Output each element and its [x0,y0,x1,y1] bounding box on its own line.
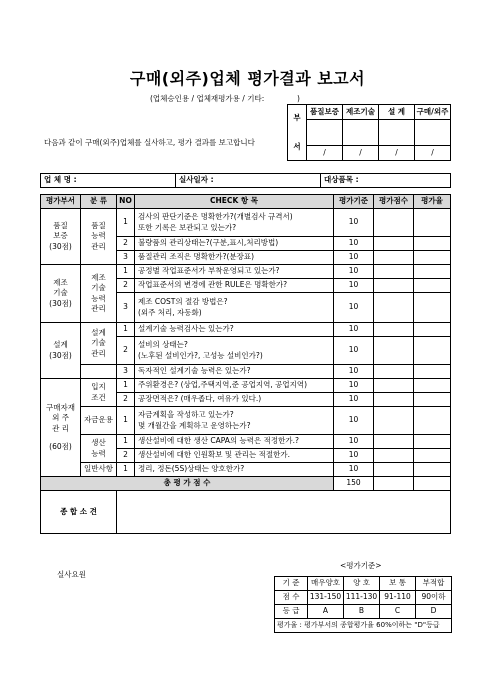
check-item [135,337,334,365]
standard-score: 10 [334,449,374,463]
standard-score: 10 [334,279,374,293]
grade-cell: 111-130 [344,591,380,605]
col-header-check: CHECK 항 목 [135,195,334,209]
check-item: 생산설비에 대한 인원확보 및 관리는 적절한가. [135,449,334,463]
score-input[interactable] [374,265,414,279]
table-row [41,435,451,449]
target-item-label: 대상품목 : [324,175,359,185]
sign-date-design[interactable]: / [379,146,415,161]
category-cell: 일반사항 [81,463,117,477]
report-purpose [150,93,300,104]
report-purpose-text: (업체승인용 / 업체재평가용 / 기타: [150,94,265,103]
rate-input[interactable] [414,279,451,293]
grade-row [275,591,452,605]
dept-label: 품질 [53,221,68,231]
col-header-dept: 평가부서 [41,195,81,209]
grade-cell: D [416,605,452,619]
grade-cell: A [308,605,344,619]
check-item: 품질관리 조직은 명확한가?(분장표) [135,251,334,265]
rate-input[interactable] [414,209,451,237]
item-no: 2 [117,449,135,463]
category-cell [81,265,117,323]
col-header-rate: 평가율 [414,195,451,209]
score-input[interactable] [374,237,414,251]
dept-cell-design [41,323,81,379]
score-input[interactable] [374,463,414,477]
score-input[interactable] [374,209,414,237]
item-no: 1 [117,435,135,449]
item-no: 3 [117,365,135,379]
sign-box-qa[interactable] [307,120,343,146]
col-header-standard: 평가기준 [334,195,374,209]
check-item: 공장면적은? (매우좁다, 여유가 있다.) [135,393,334,407]
approval-col-mfg: 제조기술 [343,105,379,120]
target-item-field[interactable] [321,174,451,188]
col-header-score: 평가점수 [374,195,414,209]
check-item: 공정별 작업표준서가 부착운영되고 있는가? [135,265,334,279]
score-input[interactable] [374,279,414,293]
sign-date-qa[interactable]: / [307,146,343,161]
standard-score: 10 [334,463,374,477]
sign-date-purchase[interactable]: / [415,146,451,161]
item-no: 3 [117,251,135,265]
category-label: 능력 [91,231,106,241]
company-field[interactable] [41,174,176,188]
check-item [135,407,334,435]
check-item [135,209,334,237]
check-item: 정리, 정돈(5S)상태는 양호한가? [135,463,334,477]
score-input[interactable] [374,251,414,265]
check-item: 독자적인 설계기술 능력은 있는가? [135,365,334,379]
category-label: 조건 [91,392,106,402]
category-label: 품질 [91,221,106,231]
rate-input[interactable] [414,463,451,477]
approval-dept-label [288,105,307,161]
category-label: 기술 [91,338,106,348]
standard-score: 10 [334,209,374,237]
standard-score: 10 [334,379,374,393]
rate-input[interactable] [414,393,451,407]
rate-input[interactable] [414,449,451,463]
category-label: 입지 [91,382,106,392]
col-header-category: 분 류 [81,195,117,209]
info-row [40,173,451,188]
sign-date-mfg[interactable]: / [343,146,379,161]
grade-note-row [275,619,452,633]
grade-note: 평가율 : 평가부서의 종합평가율 60%이하는 "D"등급 [275,619,452,633]
check-item: 설계기술 능력검사는 있는가? [135,323,334,337]
sign-box-mfg[interactable] [343,120,379,146]
dept-points: (60점) [49,441,72,451]
item-no: 2 [117,393,135,407]
approval-dept-top: 부 [293,113,301,123]
rate-input[interactable] [414,237,451,251]
evaluation-table [40,194,451,534]
approval-col-qa: 품질보증 [307,105,343,120]
table-header-row [41,195,451,209]
grade-cell: B [344,605,380,619]
item-no: 1 [117,265,135,279]
standard-score: 10 [334,393,374,407]
dept-label: 외 주 [52,413,69,423]
rate-input[interactable] [414,365,451,379]
grade-cell: 부적합 [416,577,452,591]
score-input[interactable] [374,365,414,379]
category-label: 관리 [91,303,106,313]
sign-box-purchase[interactable] [415,120,451,146]
category-cell [81,323,117,365]
col-header-no: NO [117,195,135,209]
dept-cell-purchase [41,379,81,477]
dept-label: 기술 [53,288,68,298]
check-item-line: (외주 처리, 자동화) [138,307,202,317]
dept-points: (30점) [49,350,72,360]
category-label: 관리 [91,241,106,251]
opinion-label: 종 합 소 견 [41,491,117,534]
score-input[interactable] [374,293,414,323]
rate-input[interactable] [414,293,451,323]
score-input[interactable] [374,407,414,435]
grade-cell: C [380,605,416,619]
item-no: 1 [117,463,135,477]
check-item: 작업표준서의 변경에 관한 RULE은 명확한가? [135,279,334,293]
category-cell [81,435,117,463]
grade-cell: 131-150 [308,591,344,605]
grade-row [275,605,452,619]
grade-criteria-title: <평가기준> [340,561,382,570]
rate-input[interactable] [414,435,451,449]
item-no: 2 [117,279,135,293]
check-item [135,293,334,323]
rate-input[interactable] [414,379,451,393]
check-item-line: 또한 기록은 보관되고 있는가? [138,222,237,232]
check-item-line: (노후된 설비인가?, 고성능 설비인가?) [138,350,263,360]
approval-dept-bottom: 서 [293,141,301,151]
category-cell [81,365,117,379]
grade-cell: 양 호 [344,577,380,591]
item-no: 1 [117,407,135,435]
sign-box-design[interactable] [379,120,415,146]
dept-points: (30점) [49,241,72,251]
standard-score: 10 [334,365,374,379]
category-label: 기술 [91,283,106,293]
table-row [41,323,451,337]
company-label: 업 체 명 : [44,175,77,185]
check-item: 불량품의 관리상태는?(구분,표시,처리방법) [135,237,334,251]
standard-score: 10 [334,323,374,337]
grade-cell: 등 급 [275,605,308,619]
check-item: 주위환경은? (상업,주택지역,준 공업지역, 공업지역) [135,379,334,393]
rate-input[interactable] [414,337,451,365]
rate-input[interactable] [414,323,451,337]
score-input[interactable] [374,393,414,407]
standard-score: 10 [334,251,374,265]
intro-text: 다음과 같이 구매(외주)업체를 실사하고, 평가 결과를 보고합니다 [44,138,255,147]
dept-label: 설계 [53,340,68,350]
dept-label: 관 리 [52,423,69,433]
total-row [41,477,451,491]
dept-label: 구매자재 [46,403,75,413]
category-label: 관리 [91,348,106,358]
item-no: 1 [117,209,135,237]
dept-points: (30점) [49,298,72,308]
check-item: 생산설비에 대한 생산 CAPA의 능력은 적정한가.? [135,435,334,449]
check-item-line: 설비의 상태는? [138,340,188,350]
approval-box [287,104,451,161]
score-input[interactable] [374,323,414,337]
grade-cell: 91-110 [380,591,416,605]
dept-label: 보증 [53,231,68,241]
standard-score: 10 [334,435,374,449]
table-row [41,407,451,435]
grade-cell: 90이하 [416,591,452,605]
score-input[interactable] [374,379,414,393]
approval-col-design: 설 계 [379,105,415,120]
inspector-label: 실사요원 [57,570,86,579]
standard-score: 10 [334,337,374,365]
page-title: 구매(외주)업체 평가결과 보고서 [129,69,366,88]
grade-criteria-table [274,576,452,633]
standard-score: 10 [334,407,374,435]
grade-row [275,577,452,591]
dept-label: 제조 [53,278,68,288]
standard-score: 10 [334,265,374,279]
inspection-date-label: 실사일자 : [179,175,214,185]
total-standard: 150 [334,477,374,491]
total-rate-input[interactable] [414,477,451,491]
check-item-line: 몇 개월간을 계획하고 운영하는가? [138,420,251,430]
category-label: 설계 [91,328,106,338]
score-input[interactable] [374,435,414,449]
opinion-input[interactable] [117,491,451,534]
rate-input[interactable] [414,265,451,279]
inspection-date-field[interactable] [176,174,321,188]
item-no: 1 [117,379,135,393]
dept-cell-qa [41,209,81,265]
check-item-line: 자금계획을 작성하고 있는가? [138,410,234,420]
item-no: 3 [117,293,135,323]
score-input[interactable] [374,337,414,365]
report-purpose-close: ) [297,94,300,103]
table-row [41,365,451,379]
score-input[interactable] [374,449,414,463]
table-row [41,463,451,477]
category-label: 능력 [91,293,106,303]
category-cell [81,209,117,265]
table-row [41,209,451,237]
standard-score: 10 [334,293,374,323]
category-label: 능력 [91,448,106,458]
standard-score: 10 [334,237,374,251]
total-label: 총 평 가 점 수 [41,477,334,491]
item-no: 2 [117,337,135,365]
table-row [41,379,451,393]
rate-input[interactable] [414,251,451,265]
total-score-input[interactable] [374,477,414,491]
rate-input[interactable] [414,407,451,435]
category-label: 자금운용 [84,415,113,425]
approval-col-purchase: 구매/외주 [415,105,451,120]
item-no: 2 [117,237,135,251]
opinion-row [41,491,451,534]
check-item-line: 제조 COST의 절감 방법은? [138,297,228,307]
grade-cell: 점 수 [275,591,308,605]
category-cell [81,407,117,435]
grade-cell: 매우양호 [308,577,344,591]
category-cell [81,379,117,407]
check-item-line: 검사의 판단기준은 명확한가?(개별검사 규격서) [138,212,293,222]
grade-cell: 보 통 [380,577,416,591]
item-no: 1 [117,323,135,337]
category-label: 제조 [91,273,106,283]
table-row [41,265,451,279]
category-label: 생산 [91,438,106,448]
dept-cell-mfg [41,265,81,323]
grade-cell: 기 준 [275,577,308,591]
